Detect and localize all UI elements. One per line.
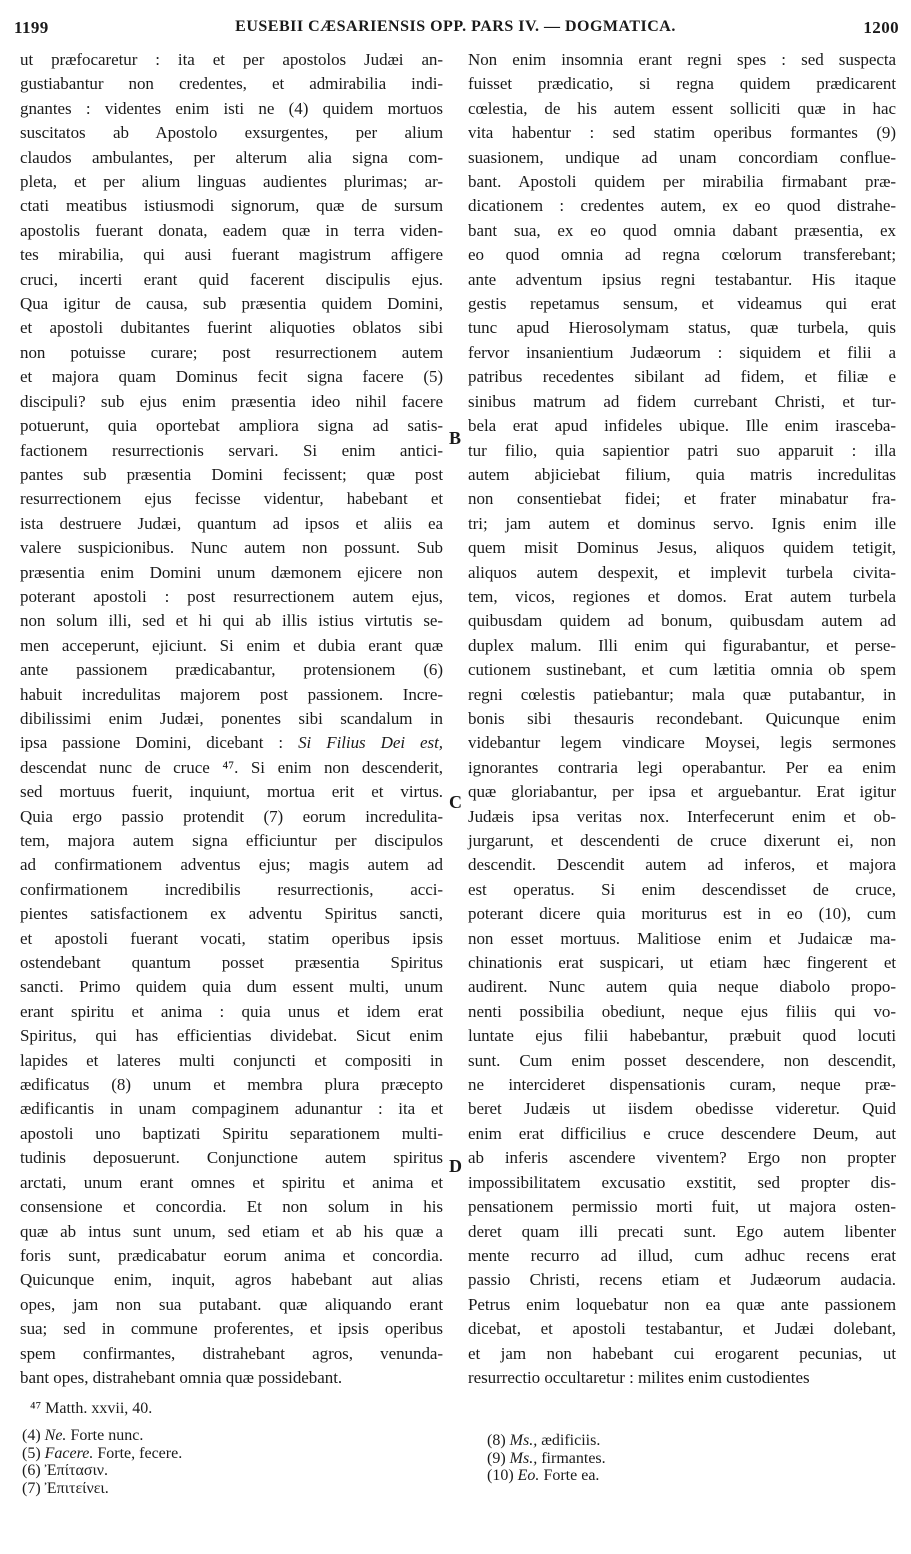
footnote [22,1480,182,1498]
text-line: bonis sibi thesauris recondebant. Quicunque enim [468,708,896,728]
footnote-text: Forte nunc. [70,1427,144,1444]
text-line: apostoli uno baptizati Spiritu separationem multi- [20,1123,443,1143]
text-line: habuit incredulitas majorem post passionem. Incre- [20,684,443,704]
text-line: patribus recedentes sibilant ad fidem, et filiæ e [468,367,896,387]
text-line: poterant apostoli : post resurrectionem autem ejus, [20,586,443,606]
text-line: foris sunt, prædicabatur eorum anima et concordia. [20,1245,443,1265]
text-line: ad confirmationem adventus ejus; magis autem ad [20,855,443,875]
text-line: pensationem permissio morti fuit, ut majora osten- [468,1197,896,1217]
text-line: ante adventum ipsius regni testabantur. His itaque [468,269,896,289]
text-line: spem confirmantes, distrahebant agros, venunda- [20,1343,443,1363]
text-line: Qua igitur de causa, sub præsentia quidem Domini, [20,294,443,314]
right-column [468,48,896,1390]
text-line: est operatus. Si enim descendisset de cruce, [468,879,896,899]
text-line: ipsa passione Domini, dicebant : Si Filius Dei est, [20,733,443,753]
text-line: et apostoli dubitantes fuerint aliquoties oblatos sibi [20,318,443,338]
text-line: resurrectionem ejus fecisse videntur, habebant et [20,489,443,509]
scripture-quote: Si Filius Dei est, [298,733,443,753]
text-line: tur filio, quia sapientior patri suo apparuit : illa [468,440,896,460]
text-line: cruci, incerti erant quid facerent discipulis ejus. [20,269,443,289]
text-line: nenti possibilia obediunt, neque ejus filiis qui vo- [468,1001,896,1021]
text-line: arctati, unum erant omnes et spiritu et anima et [20,1172,443,1192]
text-line: valere suspicionibus. Nunc autem non possunt. Sub [20,538,443,558]
text-line: et apostoli fuerant vocati, statim operibus ipsis [20,928,443,948]
footnote-text: Ἐπίτασιν. [44,1462,108,1479]
text-line: factionem resurrectionis servari. Si enim antici- [20,440,443,460]
text-line: ædificantis in unam compaginem adunantur : ita et [20,1099,443,1119]
page-number-left: 1199 [14,18,49,37]
text-line: tudinis deposuerunt. Conjunctione autem spiritus [20,1148,443,1168]
text-line: confirmationem incredibilis resurrectionis, acci- [20,879,443,899]
text-line: Quicunque enim, inquit, agros habebant aut alias [20,1270,443,1290]
footnote-text: Ἐπιτείνει. [44,1479,109,1497]
text-line: impossibilitatem excusatio exstitit, sed propter dis- [468,1172,896,1192]
text-line: aliquos autem despexit, et implevit turbela civita- [468,562,896,582]
text-line: et jam non habebant cui erogarent pecunias, ut [468,1343,896,1363]
margin-marker-c: C [449,792,462,812]
text-line: tem, majora autem signa efficiuntur per discipulos [20,831,443,850]
footnote-lemma: Facere. [44,1444,98,1462]
text-line: autem abjiciebat filium, quia matris incredulitas [468,464,896,484]
text-line: Non enim insomnia erant regni spes : sed suspecta [468,50,896,69]
text-line: apostolis fuerant donata, eadem quæ in terra viden- [20,220,443,240]
text-line: suscitatos ab Apostolo exsurgentes, per alium [20,123,443,143]
text-line: opes, jam non sua putabant. quæ aliquando erant [20,1294,443,1314]
text-line: lapides et lateres multi conjuncti et compositi in [20,1050,443,1070]
text-line: gustiabantur non credentes, et admirabilia indi- [20,74,443,94]
text-line: gestis repetamus sensum, et videamus qui erat [468,294,896,314]
text-line: poterant dicere quia moriturus est in eo (10), cum [468,904,896,924]
text-line: resurrectio occultaretur : milites enim custodientes [468,1367,810,1387]
footnote-number: (6) [22,1462,45,1479]
running-title: EUSEBII CÆSARIENSIS OPP. PARS IV. — DOGMATICA. [235,18,676,35]
footnote [487,1467,606,1485]
text-line: bant sua, ex eo quod omnia dabant præsentia, ex [468,220,896,240]
text-line: bant opes, distrahebant omnia quæ possidebant. [20,1367,343,1387]
text-line: descendat nunc de cruce ⁴⁷. Si enim non descenderit, [20,757,443,777]
text-line: dicebat, et apostoli testabantur, et Judæi dolebant, [468,1319,896,1339]
text-line: ne intercideret dispensationis curam, neque præ- [468,1075,896,1095]
footnote-lemma: Ne. [44,1427,71,1444]
footnote-number: (5) [22,1444,45,1462]
text-line: tri; jam autem et dominus servo. Ignis enim ille [468,513,896,533]
footnotes-right [487,1432,606,1485]
footnote-number: (7) [22,1479,45,1497]
text-line: audirent. Nunc autem quia neque diabolo propo- [468,977,896,997]
footnote-lemma: Eo. [517,1467,544,1484]
text-line: luntate ejus filii habebantur, præbuit quod locuti [468,1026,896,1046]
footnote-text: Forte ea. [543,1467,600,1484]
text-line: regni cœlestis patiebantur; mala quæ putabantur, in [468,684,896,704]
text-line: non esset mortuus. Malitiose enim et Judaicæ ma- [468,928,896,948]
text-line: suasionem, undique ad unam concordiam conflue- [468,147,896,167]
text-line: ignorantes contraria legi operabantur. Per ea enim [468,757,896,777]
footnote-lemma: Ms., [509,1432,542,1449]
footnote [22,1427,182,1445]
text-line: descendit. Descendit autem ad inferos, et majora [468,855,896,875]
footnotes-left [22,1427,182,1497]
text-line: tem, vicos, regiones et domos. Erat autem turbela [468,586,896,606]
text-line: Quia ergo passio protendit (7) eorum incredulita- [20,806,443,826]
text-line: erant spiritu et anima : quia unus et idem erat [20,1001,443,1021]
scripture-note: ⁴⁷ Matth. xxvii, 40. [30,1400,153,1417]
text-line: quibusdam quidem ad bonum, quibusdam autem ad [468,611,896,631]
text-line: præsentia enim Domini unum dæmonem ejicere non [20,562,443,582]
text-line: cutionem sustinebant, et cum lætitia omnia ob spem [468,660,896,680]
text-line: sunt. Cum enim posset descendere, non descendit, [468,1050,896,1070]
footnote-number: (8) [487,1432,510,1449]
text-line: non solum illi, sed et hi qui ab illis istius virtutis se- [20,611,443,631]
left-column [20,48,443,1390]
text-line: dicationem : credentes autem, ex eo quod distrahe- [468,196,896,216]
footnote [487,1450,606,1468]
text-line: fervor insanientium Judæorum : siquidem et filii a [468,342,896,362]
text-line: ædificatus (8) unum et membra plura præcepto [20,1075,443,1095]
text-line: ostendebant quantum posset præsentia Spiritus [20,953,443,973]
text-line: beret Judæis ut iisdem obedisse videretur. Quid [468,1099,896,1119]
text-line: jurgarunt, et descendenti de cruce dixerunt ei, non [468,831,896,850]
text-line: tes mirabilia, qui ausi fuerant magistrum affigere [20,245,443,265]
footnote-text: firmantes. [541,1449,606,1467]
text-line: claudos ambulantes, per alterum alia signa com- [20,147,443,167]
footnote [22,1462,182,1480]
text-line: passio Christi, recens etiam et Judæorum audacia. [468,1270,896,1290]
text-line: Spiritus, qui has efficientias dividebat. Sicut enim [20,1026,443,1046]
text-line: enim erat difficilius e cruce descendere Deum, aut [468,1123,896,1143]
margin-marker-b: B [449,428,462,448]
text-line: sed mortuus fuerit, inquiunt, mortua erit et virtus. [20,782,443,802]
footnote-lemma: Ms., [509,1449,542,1467]
page-number-right: 1200 [863,18,899,37]
text-line: sua; sed in commune proferentes, et ipsis operibus [20,1319,443,1339]
text-line: et majora quam Dominus fecit signa facere (5) [20,367,443,387]
text-line: Judæis ipsa veritas nox. Interfecerunt enim et ob- [468,806,896,826]
footnote [22,1445,182,1463]
text-line: cœlestia, de his autem essent solliciti quæ in hac [468,98,896,118]
text-line: chinationis erat suspicari, ut etiam hæc fingerent et [468,953,896,973]
text-line: vita habentur : sed statim operibus formantes (9) [468,123,896,143]
footnote-text: ædificiis. [541,1432,601,1449]
text-line: quæ gloriabantur, per ipsa et arguebantur. Erat igitur [468,782,896,802]
text-line: ut præfocaretur : ita et per apostolos Judæi an- [20,50,443,69]
footnote-number: (4) [22,1427,45,1444]
text-line: deret quam illi precati sunt. Ego autem libenter [468,1221,896,1241]
text-line: quæ ab intus sunt unum, sed etiam et ab his quæ a [20,1221,443,1241]
text-line: non potuisse curare; post resurrectionem autem [20,342,443,362]
text-line: fuisset prædicatio, si regna quidem prædicarent [468,74,896,94]
margin-marker-d: D [449,1156,462,1176]
text-line: pantes sub præsentia Domini fecissent; quæ post [20,464,443,484]
text-line: consensione et concordia. Et non solum in his [20,1197,443,1217]
text-line: Petrus enim loquebatur non ea quæ ante passionem [468,1294,896,1314]
footnote-number: (10) [487,1467,518,1484]
text-line: non consentiebat fidei; et frater minabatur fra- [468,489,896,509]
text-line: potuerunt, quia oportebat ampliora signa ad satis- [20,416,443,436]
text-line: men acceperunt, ejiciunt. Si enim et dubia erant quæ [20,635,443,655]
text-line: bela erat apud infideles ubique. Ille enim irasceba- [468,416,896,436]
text-line: ab inferis ascendere viventem? Ergo non propter [468,1148,896,1168]
text-line: dibilissimi enim Judæi, ponentes sibi scandalum in [20,708,443,728]
footnote-number: (9) [487,1449,510,1467]
text-line: eo quod omnia ad regna cœlorum transferebant; [468,245,896,265]
text-line: sinibus matrum ad fidem currebant Christi, et tur- [468,391,896,411]
text-line: discipuli? sub ejus enim præsentia ideo nihil facere [20,391,443,411]
footnote-text: Forte, fecere. [97,1444,183,1462]
text-line: tunc apud Hierosolymam status, quæ turbela, quis [468,318,896,338]
text-line: ante passionem prædicabantur, protensionem (6) [20,660,443,680]
text-line: pleta, et per alium linguas audientes plurimas; ar- [20,172,443,192]
text-line: gnantes : videntes enim isti ne (4) quidem mortuos [20,98,443,118]
text-line: ctati meatibus istiusmodi signorum, quæ de sursum [20,196,443,216]
text-line: ista destruere Judæi, quantum ad ipsos et aliis ea [20,513,443,533]
text-line: sancti. Primo quidem quia dum essent multi, unum [20,977,443,997]
text-line: videbantur legem vindicare Moysei, legis sermones [468,733,896,753]
text-line: pientes satisfactionem ex adventu Spiritus sancti, [20,904,443,924]
text-line: quem misit Dominus Jesus, aliquos quidem tetigit, [468,538,896,558]
footnote [487,1432,606,1450]
text-line: duplex malum. Illi enim qui figurabantur, et perse- [468,635,896,655]
text-line: bant. Apostoli quidem per mirabilia firmabant præ- [468,172,896,192]
text-line: mente recurro ad illud, cum adhuc recens erat [468,1245,896,1265]
